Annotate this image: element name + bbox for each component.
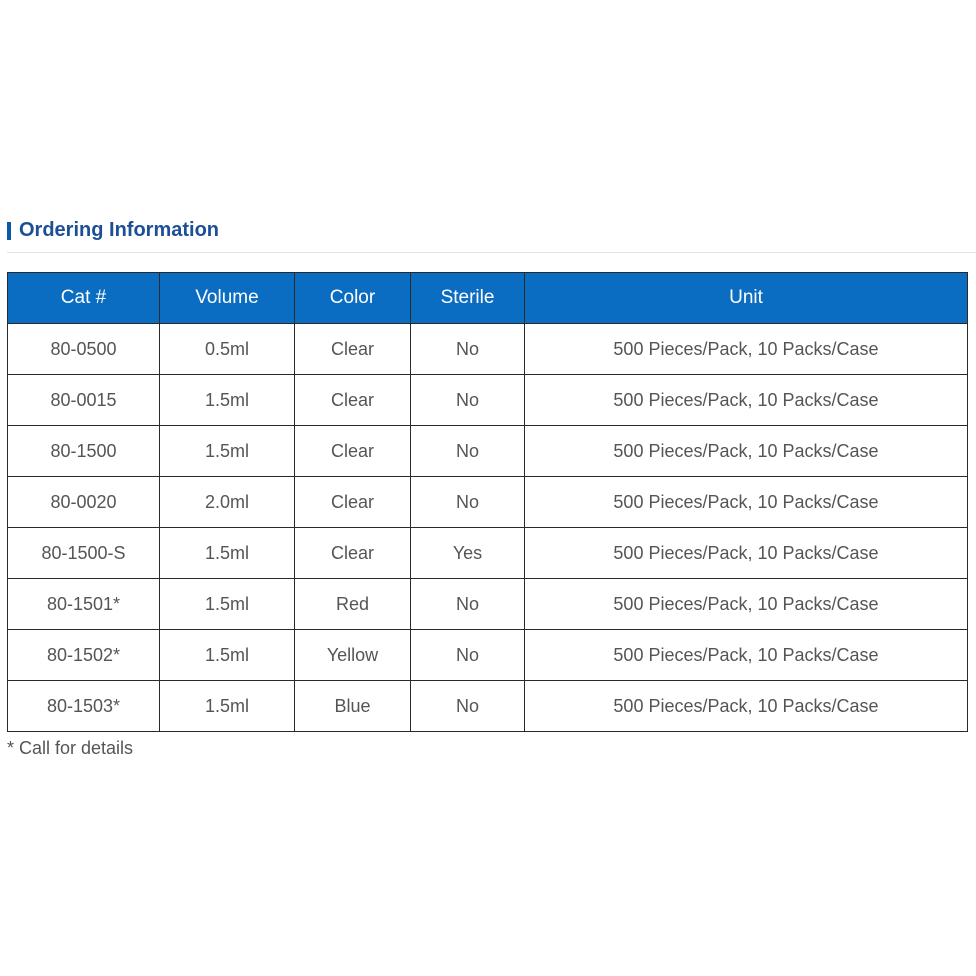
cell-volume: 1.5ml: [160, 375, 295, 426]
cell-volume: 1.5ml: [160, 426, 295, 477]
section-header: [7, 218, 976, 253]
cell-unit: 500 Pieces/Pack, 10 Packs/Case: [525, 579, 968, 630]
header-unit: Unit: [525, 273, 968, 324]
cell-volume: 1.5ml: [160, 630, 295, 681]
table-header-row: [8, 273, 968, 324]
cell-volume: 1.5ml: [160, 681, 295, 732]
header-sterile: Sterile: [411, 273, 525, 324]
table-row: [8, 528, 968, 579]
cell-unit: 500 Pieces/Pack, 10 Packs/Case: [525, 528, 968, 579]
cell-sterile: No: [411, 375, 525, 426]
cell-sterile: No: [411, 324, 525, 375]
table-row: [8, 375, 968, 426]
section-marker: [7, 222, 11, 240]
cell-color: Clear: [295, 375, 411, 426]
table-row: [8, 426, 968, 477]
cell-volume: 1.5ml: [160, 528, 295, 579]
header-volume: Volume: [160, 273, 295, 324]
cell-unit: 500 Pieces/Pack, 10 Packs/Case: [525, 324, 968, 375]
cell-cat: 80-1501*: [8, 579, 160, 630]
cell-volume: 2.0ml: [160, 477, 295, 528]
cell-cat: 80-1502*: [8, 630, 160, 681]
cell-sterile: No: [411, 681, 525, 732]
cell-sterile: No: [411, 630, 525, 681]
cell-cat: 80-1503*: [8, 681, 160, 732]
cell-cat: 80-0020: [8, 477, 160, 528]
cell-cat: 80-0015: [8, 375, 160, 426]
cell-cat: 80-1500-S: [8, 528, 160, 579]
header-color: Color: [295, 273, 411, 324]
cell-color: Red: [295, 579, 411, 630]
cell-sterile: No: [411, 426, 525, 477]
table-row: [8, 579, 968, 630]
cell-color: Clear: [295, 528, 411, 579]
cell-unit: 500 Pieces/Pack, 10 Packs/Case: [525, 375, 968, 426]
cell-unit: 500 Pieces/Pack, 10 Packs/Case: [525, 630, 968, 681]
cell-unit: 500 Pieces/Pack, 10 Packs/Case: [525, 426, 968, 477]
cell-sterile: No: [411, 477, 525, 528]
cell-color: Clear: [295, 426, 411, 477]
footnote: * Call for details: [7, 738, 134, 758]
cell-sterile: No: [411, 579, 525, 630]
cell-unit: 500 Pieces/Pack, 10 Packs/Case: [525, 477, 968, 528]
cell-cat: 80-1500: [8, 426, 160, 477]
cell-unit: 500 Pieces/Pack, 10 Packs/Case: [525, 681, 968, 732]
cell-sterile: Yes: [411, 528, 525, 579]
table-row: [8, 681, 968, 732]
ordering-table: [7, 272, 968, 732]
table-row: [8, 477, 968, 528]
cell-color: Clear: [295, 477, 411, 528]
table-row: [8, 630, 968, 681]
cell-volume: 0.5ml: [160, 324, 295, 375]
table-row: [8, 324, 968, 375]
cell-color: Blue: [295, 681, 411, 732]
cell-cat: 80-0500: [8, 324, 160, 375]
cell-color: Yellow: [295, 630, 411, 681]
cell-volume: 1.5ml: [160, 579, 295, 630]
section-title: Ordering Information: [19, 219, 219, 241]
cell-color: Clear: [295, 324, 411, 375]
header-cat: Cat #: [8, 273, 160, 324]
